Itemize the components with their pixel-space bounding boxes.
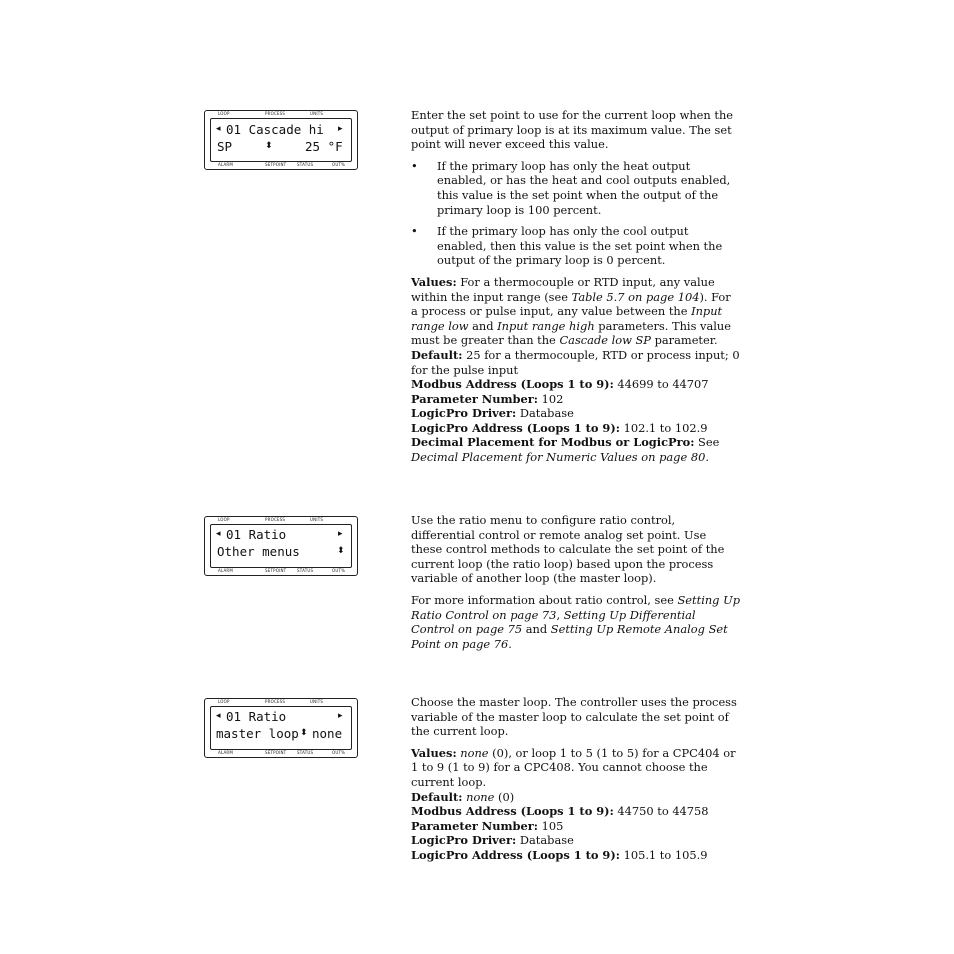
lcd-line-1: 01 Ratio — [226, 527, 287, 542]
ratio-menu-more-info: For more information about ratio control, see Setting Up Ratio Control on page 73, Setting Up Differential Control on page 75 and Setting Up Remote Analog Set Point on page 76. — [411, 592, 740, 651]
lcd-label-alarm: ALARM — [218, 568, 234, 573]
lcd-line-2-left: master loop — [216, 726, 299, 741]
up-down-arrow-icon: ⬍ — [337, 546, 345, 556]
lcd-label-status: STATUS — [297, 750, 314, 755]
cascade-hi-decimal: Decimal Placement for Modbus or LogicPro: See Decimal Placement for Numeric Values on page 80. — [411, 435, 720, 465]
bullet-text: If the primary loop has only the heat output enabled, or has the heat and cool outputs enabled, this value is the set point when the output of the primary loop is 100 percent. — [437, 158, 731, 217]
differential-control-link[interactable]: Setting Up Differential Control on page 75 — [411, 607, 696, 637]
right-arrow-icon: ▸ — [338, 124, 343, 134]
lcd-display-cascade-hi — [204, 110, 358, 170]
master-loop-driver: LogicPro Driver: Database — [411, 833, 574, 848]
left-arrow-icon: ◂ — [216, 529, 221, 539]
lcd-label-status: STATUS — [297, 162, 314, 167]
lcd-label-loop: LOOP — [218, 699, 230, 704]
master-loop-values: Values: none (0), or loop 1 to 5 (1 to 5) for a CPC404 or 1 to 9 (1 to 9) for a CPC408. You cannot choose the current loop. — [411, 745, 736, 789]
right-arrow-icon: ▸ — [338, 529, 343, 539]
up-down-arrow-icon: ⬍ — [300, 728, 308, 738]
cascade-hi-values: Values: For a thermocouple or RTD input, any value within the input range (see Table 5.7 on page 104). For a process or pulse input, any value between the Input range low and Input range high parameters. This value must be greater than the Cascade low SP parameter. — [411, 274, 731, 348]
left-arrow-icon: ◂ — [216, 711, 221, 721]
cascade-hi-bullet-list — [411, 159, 741, 268]
lcd-label-status: STATUS — [297, 568, 314, 573]
master-loop-intro: Choose the master loop. The controller uses the process variable of the master loop to calculate the set point of the current loop. — [411, 695, 737, 739]
table-link[interactable]: Table 5.7 on page 104 — [571, 289, 700, 304]
lcd-label-units: UNITS — [310, 699, 324, 704]
lcd-display-master-loop — [204, 698, 358, 758]
ratio-menu-intro: Use the ratio menu to configure ratio control, differential control or remote analog set point. Use these control methods to calculate the set point of the current loop (the ratio loop) based upon the process variable of another loop (the master loop). — [411, 513, 725, 586]
master-loop-default: Default: none (0) — [411, 789, 515, 804]
lcd-line-1: 01 Ratio — [226, 709, 287, 724]
lcd-label-process: PROCESS — [265, 517, 286, 522]
list-item: • If the primary loop has only the cool output enabled, then this value is the set point when the output of the primary loop is 0 percent. — [411, 224, 723, 268]
remote-analog-link[interactable]: Setting Up Remote Analog Set Point on page 76 — [411, 622, 728, 651]
lcd-label-units: UNITS — [310, 111, 324, 116]
left-arrow-icon: ◂ — [216, 124, 221, 134]
cascade-hi-intro: Enter the set point to use for the current loop when the output of primary loop is at its maximum value. The set point will never exceed this value. — [411, 108, 734, 152]
lcd-display-ratio-menu — [204, 516, 358, 576]
cascade-hi-description — [411, 108, 741, 465]
right-arrow-icon: ▸ — [338, 711, 343, 721]
lcd-label-process: PROCESS — [265, 111, 286, 116]
cascade-hi-default: Default: 25 for a thermocouple, RTD or process input; 0 for the pulse input — [411, 347, 740, 377]
ratio-control-link[interactable]: Setting Up Ratio Control on page 73 — [411, 592, 740, 622]
lcd-line-1: 01 Cascade hi — [226, 122, 324, 137]
lcd-label-out: OUT% — [332, 750, 346, 755]
lcd-line-2-left: Other menus — [217, 544, 300, 559]
up-down-arrow-icon: ⬍ — [265, 141, 273, 151]
lcd-label-alarm: ALARM — [218, 750, 234, 755]
lcd-label-setpoint: SETPOINT — [265, 162, 287, 167]
lcd-label-out: OUT% — [332, 568, 346, 573]
lcd-label-setpoint: SETPOINT — [265, 750, 287, 755]
ratio-menu-description — [411, 513, 741, 651]
master-loop-parameter: Parameter Number: 105 — [411, 818, 564, 833]
decimal-placement-link[interactable]: Decimal Placement for Numeric Values on page 80 — [411, 450, 706, 465]
lcd-label-out: OUT% — [332, 162, 346, 167]
master-loop-description — [411, 695, 741, 863]
lcd-label-loop: LOOP — [218, 517, 230, 522]
list-item: • If the primary loop has only the heat output enabled, or has the heat and cool outputs enabled, this value is the set point when the output of the primary loop is 100 percent. — [411, 158, 731, 217]
lcd-line-2-left: SP — [217, 139, 233, 154]
cascade-hi-driver: LogicPro Driver: Database — [411, 406, 574, 421]
lcd-line-2-right: 25 °F — [305, 139, 343, 154]
lcd-line-2-right: none — [312, 726, 343, 741]
lcd-label-alarm: ALARM — [218, 162, 234, 167]
bullet-text: If the primary loop has only the cool output enabled, then this value is the set point when the output of the primary loop is 0 percent. — [437, 224, 723, 268]
cascade-hi-logicpro-address: LogicPro Address (Loops 1 to 9): 102.1 to 102.9 — [411, 420, 708, 435]
master-loop-logicpro-address: LogicPro Address (Loops 1 to 9): 105.1 to 105.9 — [411, 847, 708, 862]
cascade-hi-modbus: Modbus Address (Loops 1 to 9): 44699 to 44707 — [411, 377, 709, 392]
lcd-label-process: PROCESS — [265, 699, 286, 704]
lcd-label-units: UNITS — [310, 517, 324, 522]
cascade-hi-parameter: Parameter Number: 102 — [411, 391, 564, 406]
lcd-label-setpoint: SETPOINT — [265, 568, 287, 573]
lcd-label-loop: LOOP — [218, 111, 230, 116]
master-loop-modbus: Modbus Address (Loops 1 to 9): 44750 to 44758 — [411, 804, 709, 819]
